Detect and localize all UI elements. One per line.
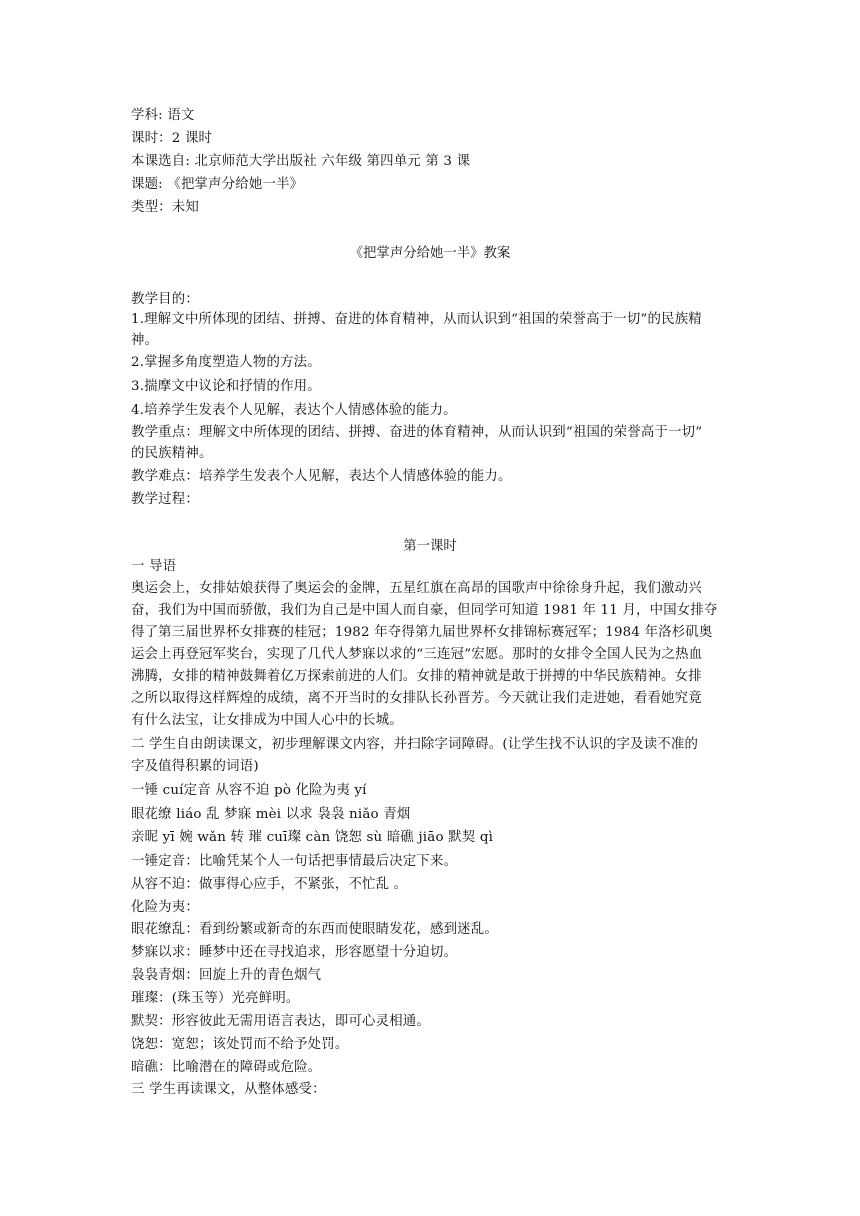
intro-line: 奋，我们为中国而骄傲，我们为自己是中国人而自豪，但同学可知道 1981 年 11 月，中国女排夺 (131, 603, 718, 618)
intro-line: 之所以取得这样辉煌的成绩，离不开当时的女排队长孙晋芳。今天就让我们走进她，看看她究竟 (131, 691, 702, 706)
reading-heading: 字及值得积累的词语) (131, 759, 259, 774)
objective-line: 3.揣摩文中议论和抒情的作用。 (131, 379, 321, 394)
objectives-heading: 教学目的： (131, 292, 199, 307)
section-title: 第一课时 (403, 539, 457, 554)
difficulty-line: 教学难点：培养学生发表个人见解，表达个人情感体验的能力。 (131, 469, 512, 484)
definition-line: 从容不迫：做事得心应手，不紧张，不忙乱 。 (131, 877, 408, 892)
pinyin-line: 一锤 cuí定音 从容不迫 pò 化险为夷 yí (131, 783, 367, 798)
intro-line: 有什么法宝，让女排成为中国人心中的长城。 (131, 713, 403, 728)
document-title: 《把掌声分给她一半》教案 (349, 246, 511, 261)
key-point-line: 教学重点：理解文中所体现的团结、拼搏、奋进的体育精神，从而认识到“祖国的荣誉高于一切” (131, 425, 703, 440)
definition-line: 饶恕：宽恕；该处罚而不给予处罚。 (131, 1037, 349, 1052)
definition-line: 袅袅青烟：回旋上升的青色烟气 (131, 968, 322, 983)
pinyin-line: 眼花缭 liáo 乱 梦寐 mèi 以求 袅袅 niǎo 青烟 (131, 807, 411, 822)
key-point-line: 的民族精神。 (131, 446, 213, 461)
process-heading: 教学过程： (131, 492, 199, 507)
intro-heading: 一 导语 (131, 559, 177, 574)
definition-line: 璀璨：(珠玉等）光亮鲜明。 (131, 991, 300, 1006)
objective-line: 神。 (131, 333, 159, 348)
intro-line: 奥运会上，女排姑娘获得了奥运会的金牌，五星红旗在高昂的国歌声中徐徐身升起，我们激动兴 (131, 581, 702, 596)
subject-line: 学科: 语文 (131, 108, 195, 123)
type-line: 类型：未知 (131, 200, 199, 215)
pinyin-line: 亲昵 yī 婉 wǎn 转 璀 cuī璨 càn 饶恕 sù 暗礁 jiāo 默契 qì (131, 830, 494, 845)
definition-line: 一锤定音：比喻凭某个人一句话把事情最后决定下来。 (131, 854, 458, 869)
definition-line: 暗礁：比喻潜在的障碍或危险。 (131, 1060, 322, 1075)
intro-line: 沸腾，女排的精神鼓舞着亿万探索前进的人们。女排的精神就是敢于拼搏的中华民族精神。女排 (131, 669, 702, 684)
hours-line: 课时：2 课时 (131, 131, 213, 146)
reading-heading: 二 学生自由朗读课文，初步理解课文内容，并扫除字词障碍。(让学生找不认识的字及读不准的 (131, 737, 699, 752)
topic-line: 课题: 《把掌声分给她一半》 (131, 177, 304, 192)
definition-line: 默契：形容彼此无需用语言表达，即可心灵相通。 (131, 1014, 430, 1029)
definition-line: 眼花缭乱：看到纷繁或新奇的东西而使眼睛发花，感到迷乱。 (131, 922, 498, 937)
definition-line: 梦寐以求：睡梦中还在寻找追求，形容愿望十分迫切。 (131, 945, 458, 960)
section-three-heading: 三 学生再读课文，从整体感受： (131, 1082, 326, 1097)
definition-line: 化险为夷： (131, 900, 199, 915)
objective-line: 1.理解文中所体现的团结、拼搏、奋进的体育精神，从而认识到“祖国的荣誉高于一切”的民族精 (131, 312, 702, 327)
intro-line: 得了第三届世界杯女排赛的桂冠；1982 年夺得第九届世界杯女排锦标赛冠军；1984 年洛杉矶奥 (131, 625, 713, 640)
objective-line: 4.培养学生发表个人见解，表达个人情感体验的能力。 (131, 403, 457, 418)
intro-line: 运会上再登冠军奖台，实现了几代人梦寐以求的“三连冠”宏愿。那时的女排令全国人民为之热血 (131, 647, 703, 662)
objective-line: 2.掌握多角度塑造人物的方法。 (131, 355, 321, 370)
source-line: 本课选自: 北京师范大学出版社 六年级 第四单元 第 3 课 (131, 154, 471, 169)
